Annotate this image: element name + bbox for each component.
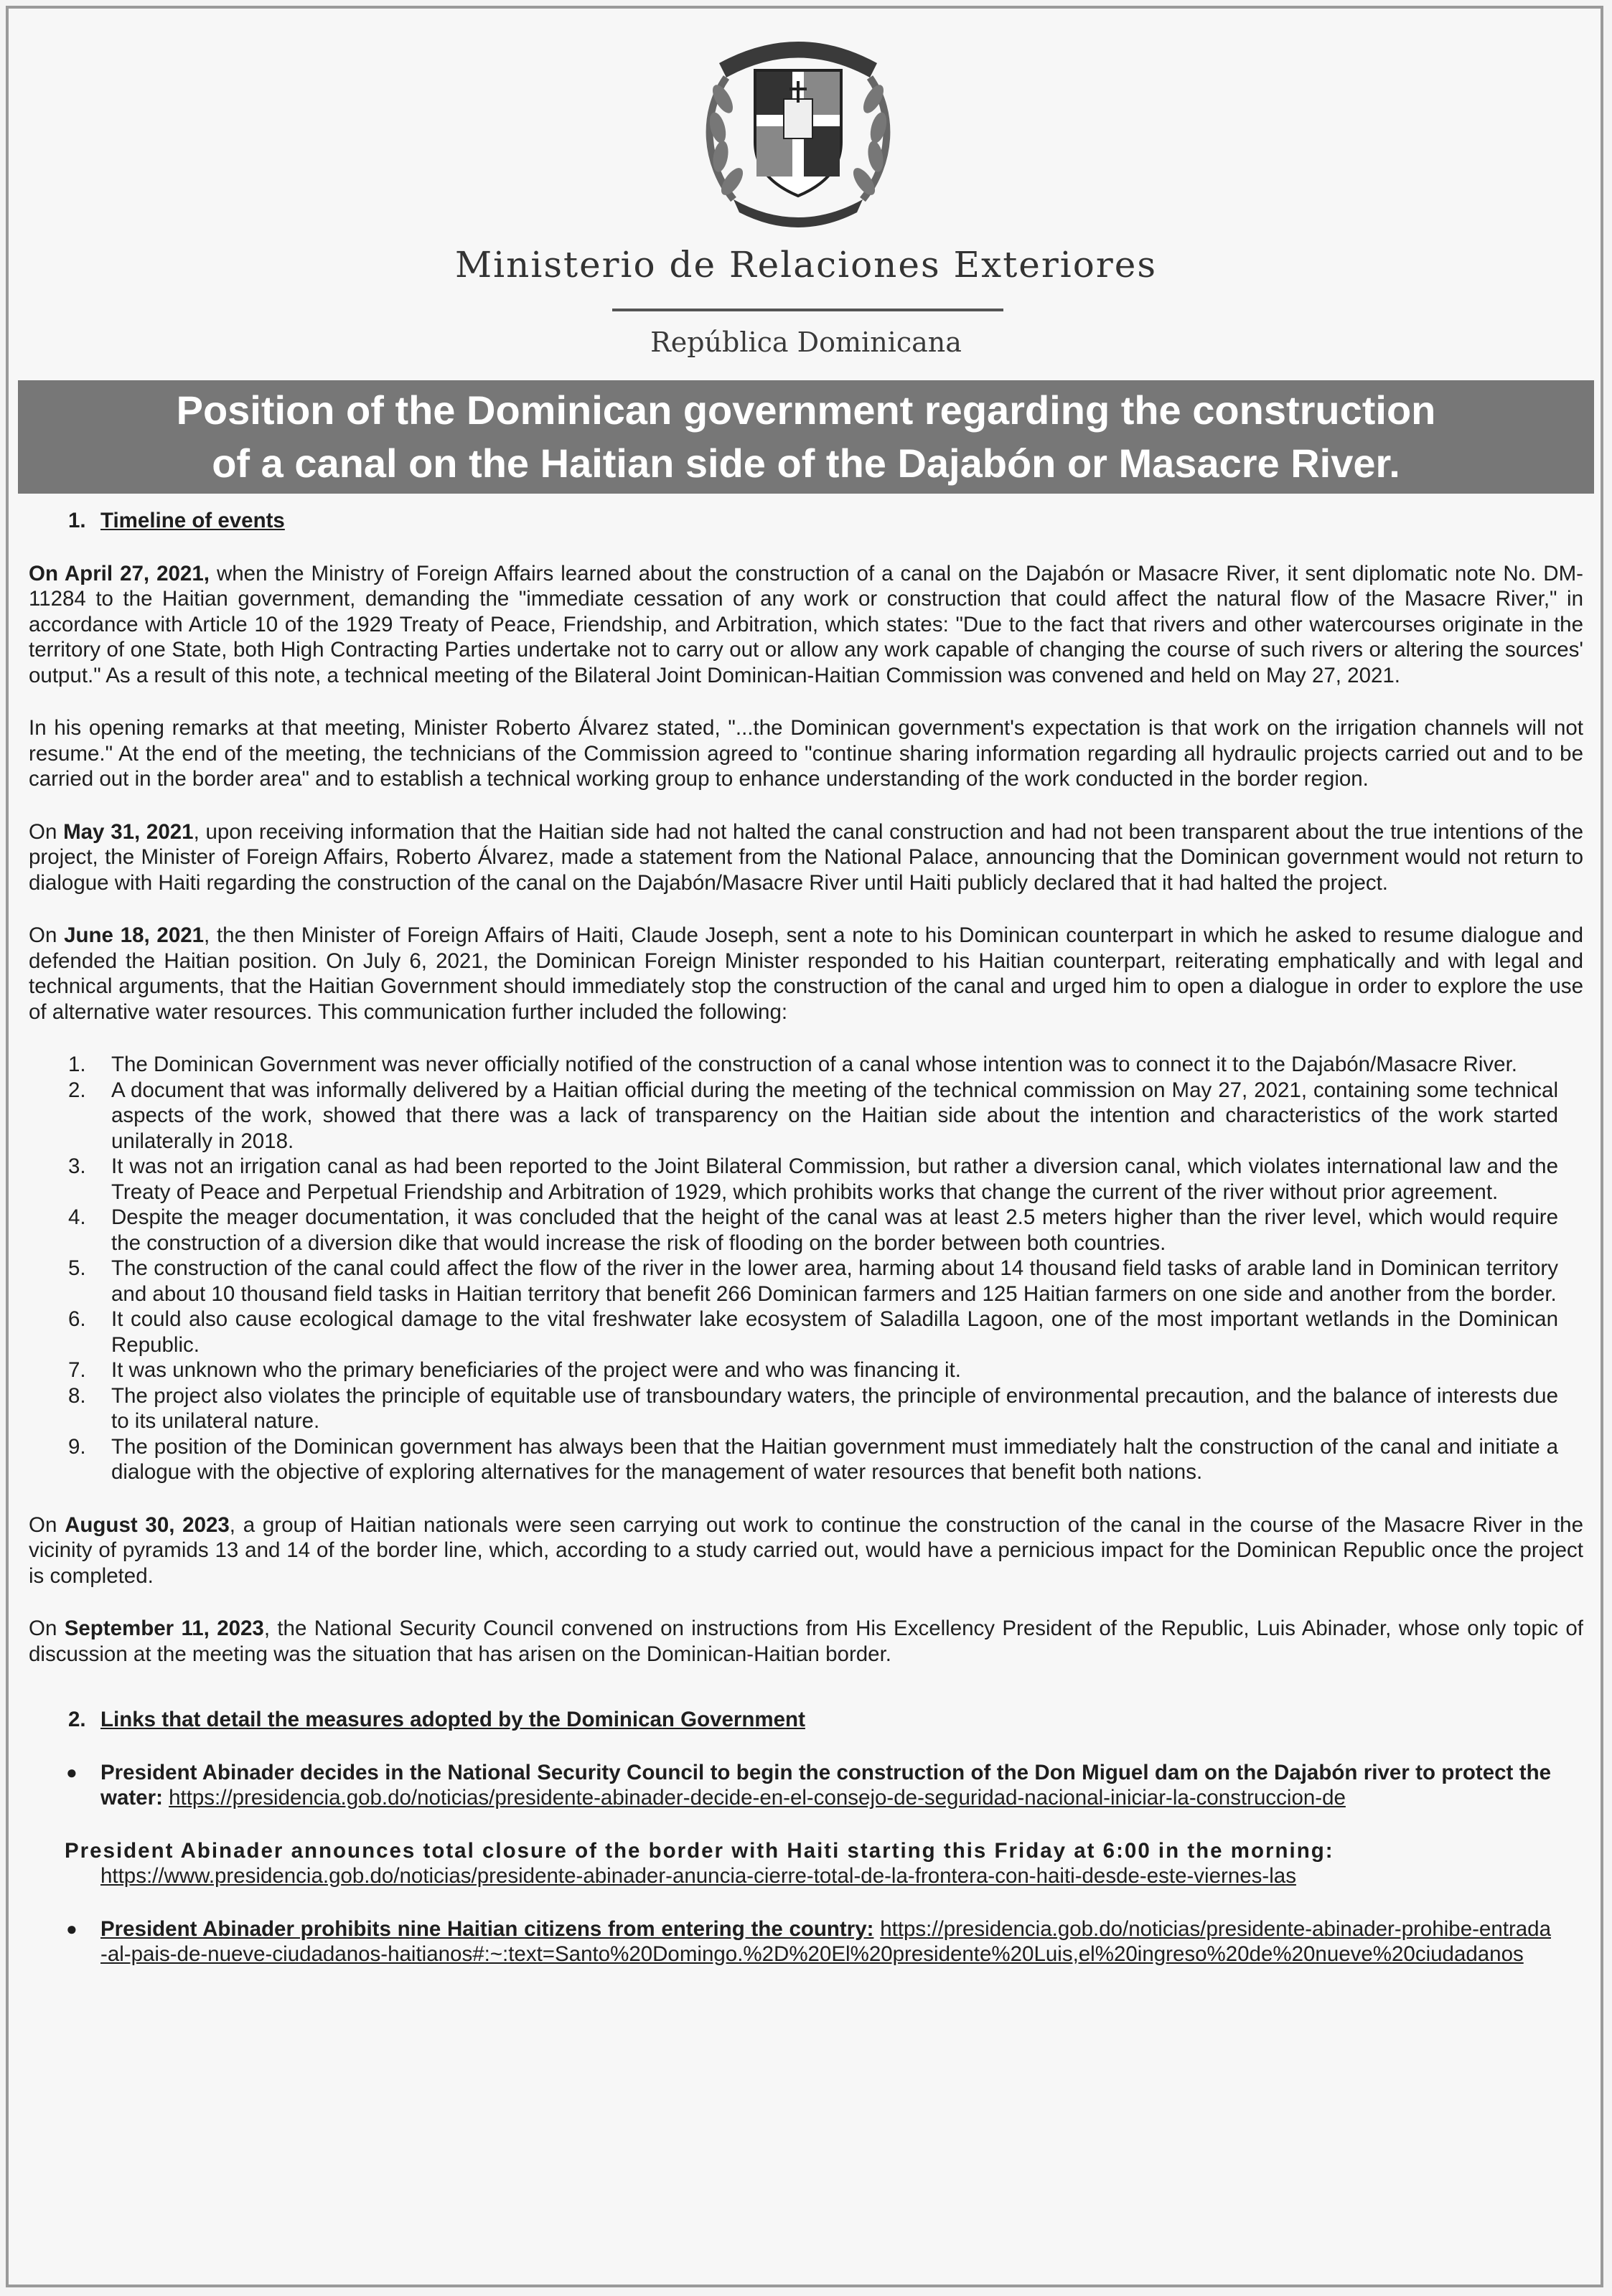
paragraph-text: , the then Minister of Foreign Affairs of Haiti, Claude Joseph, sent a note to his Dominican counterpart in which he asked to resume dialogue and defended the Haitian position. On July 6, 2021, the Dominican Foreign Minister responded to his Haitian counterpart, reiterating emphatically and with legal and technical arguments, that the Haitian Government should immediately stop the construction of the canal and urged him to open a dialogue in order to explore the use of alternative water resources. This communication further included the following:: [29, 923, 1583, 1024]
border-closure-news-link[interactable]: https://www.presidencia.gob.do/noticias/presidente-abinader-anuncia-cierre-total-de-la-frontera-con-haiti-desde-este-viernes-las: [100, 1864, 1296, 1888]
paragraph-text: , upon receiving information that the Haitian side had not halted the canal construction and had not been transparent about the true intentions of the project, the Minister of Foreign Affairs, Roberto Álvarez, made a statement from the National Palace, announcing that the Dominican government would not return to dialogue with Haiti regarding the construction of the canal on the Dajabón/Masacre River until Haiti publicly declared that it had halted the project.: [29, 819, 1583, 895]
paragraph-prefix: On: [29, 1617, 65, 1640]
paragraph-text: , the National Security Council convened on instructions from His Excellency President of the Republic, Luis Abinader, whose only topic of discussion at the meeting was the situation that has arisen on the Dominican-Haitian border.: [29, 1617, 1583, 1666]
country-name: República Dominicana: [650, 326, 962, 358]
link-item-dam: [29, 1760, 1583, 1811]
prohibition-news-link[interactable]: https://presidencia.gob.do/noticias/presidente-abinader-prohibe-entrada-al-pais-de-nueve-ciudadanos-haitianos#:~:text=Santo%20Domingo.%2D%20El%20presidente%20Luis,el%20ingreso%20de%20nueve%20ciudadanos: [100, 1916, 1551, 1966]
paragraph-june-2021: [29, 923, 1583, 1025]
links-list: [29, 1760, 1583, 1811]
paragraph-opening-remarks: In his opening remarks at that meeting, Minister Roberto Álvarez stated, "...the Dominican government's expectation is that work on the irrigation channels will not resume." At the end of the meeting, the technicians of the Commission agreed to "continue sharing information regarding all hydraulic projects carried out and to be carried out in the border area" and to establish a technical working group to enhance understanding of the work conducted in the border region.: [29, 716, 1583, 791]
document-body: [29, 502, 1583, 1995]
link-item-border-closure: [29, 1838, 1583, 1889]
link-description: President Abinader decides in the National Security Council to begin the construction of the Don Miguel dam on the Dajabón river to protect the water:: [100, 1760, 1551, 1810]
section-title: Links that detail the measures adopted by the Dominican Government: [100, 1708, 805, 1731]
date-label: June 18, 2021: [64, 923, 205, 947]
section-number: 1.: [68, 509, 86, 532]
numbered-points: [29, 1052, 1583, 1485]
link-item-prohibition: [29, 1916, 1583, 1967]
bullet-icon: ●: [66, 1917, 78, 1939]
link-description: President Abinader prohibits nine Haitian citizens from entering the country:: [100, 1916, 874, 1941]
link-description: President Abinader announces total closure of the border with Haiti starting this Friday at 6:00 in the morning:: [65, 1838, 1334, 1863]
paragraph-may-2021: [29, 819, 1583, 896]
header-divider: [612, 309, 1003, 311]
list-item: 5. The construction of the canal could affect the flow of the river in the lower area, harming about 14 thousand field tasks of arable land in Dominican territory and about 10 thousand field tasks in Haitian territory that benefit 266 Dominican farmers and 125 Haitian farmers on one side and another from the border.: [68, 1256, 1558, 1306]
dam-news-link[interactable]: https://presidencia.gob.do/noticias/presidente-abinader-decide-en-el-consejo-de-seguridad-nacional-iniciar-la-construccion-de: [169, 1786, 1346, 1810]
paragraph-prefix: On: [29, 819, 64, 844]
date-label: On April 27, 2021,: [29, 561, 210, 585]
title-line-2: of a canal on the Haitian side of the Dajabón or Masacre River.: [212, 441, 1400, 486]
list-item: 4. Despite the meager documentation, it was concluded that the height of the canal was at least 2.5 meters higher than the river level, which would require the construction of a diversion dike that would increase the risk of flooding on the border between both countries.: [68, 1205, 1558, 1255]
section-number: 2.: [68, 1708, 86, 1731]
links-list: [29, 1916, 1583, 1967]
date-label: August 30, 2023: [65, 1512, 230, 1537]
list-item: 7. It was unknown who the primary beneficiaries of the project were and who was financing it.: [68, 1358, 961, 1382]
list-item: 9. The position of the Dominican government has always been that the Haitian government must immediately halt the construction of the canal and initiate a dialogue with the objective of exploring alternatives for the management of water resources that benefit both nations.: [68, 1434, 1558, 1484]
paragraph-prefix: On: [29, 1512, 65, 1537]
list-item: 1. The Dominican Government was never officially notified of the construction of a canal whose intention was to connect it to the Dajabón/Masacre River.: [68, 1053, 1517, 1076]
document-title: [18, 380, 1594, 494]
section-heading-links: [29, 1707, 1583, 1733]
list-item: 6. It could also cause ecological damage to the vital freshwater lake ecosystem of Saladilla Lagoon, one of the most important wetlands in the Dominican Republic.: [68, 1307, 1558, 1357]
list-item: 8. The project also violates the principle of equitable use of transboundary waters, the principle of environmental precaution, and the balance of interests due to its unilateral nature.: [68, 1383, 1558, 1433]
date-label: May 31, 2021: [63, 819, 194, 844]
section-heading-timeline: [29, 508, 1583, 534]
paragraph-september-2023: [29, 1616, 1583, 1667]
paragraph-text: when the Ministry of Foreign Affairs learned about the construction of a canal on the Dajabón or Masacre River, it sent diplomatic note No. DM-11284 to the Haitian government, demanding the "immediate cessation of any work or construction that could affect the natural flow of the Masacre River," in accordance with Article 10 of the 1929 Treaty of Peace, Friendship, and Arbitration, which states: "Due to the fact that rivers and other watercourses originate in the territory of one State, both High Contracting Parties undertake not to carry out or allow any work capable of changing the course of such rivers or altering the sources' output." As a result of this note, a technical meeting of the Bilateral Joint Dominican-Haitian Commission was convened and held on May 27, 2021.: [29, 561, 1583, 687]
list-item: 2. A document that was informally delivered by a Haitian official during the meeting of the technical commission on May 27, 2021, containing some technical aspects of the work, showed that there was a lack of transparency on the Haitian side about the intention and characteristics of the work started unilaterally in 2018.: [68, 1078, 1558, 1153]
paragraph-text: , a group of Haitian nationals were seen carrying out work to continue the construction of the canal in the course of the Masacre River in the vicinity of pyramids 13 and 14 of the border line, which, according to a study carried out, would have a pernicious impact for the Dominican Republic once the project is completed.: [29, 1512, 1583, 1588]
title-line-1: Position of the Dominican government regarding the construction: [176, 387, 1436, 433]
paragraph-august-2023: [29, 1512, 1583, 1589]
list-item: 3. It was not an irrigation canal as had been reported to the Joint Bilateral Commission, but rather a diversion canal, which violates international law and the Treaty of Peace and Perpetual Friendship and Arbitration of 1929, which prohibits works that change the current of the river without prior agreement.: [68, 1154, 1558, 1204]
date-label: September 11, 2023: [64, 1617, 264, 1640]
coat-of-arms-icon: [690, 20, 906, 235]
section-title: Timeline of events: [100, 509, 285, 532]
paragraph-april-2021: [29, 561, 1583, 689]
paragraph-prefix: On: [29, 923, 65, 947]
ministry-name: Ministerio de Relaciones Exteriores: [454, 244, 1158, 286]
bullet-icon: ●: [66, 1761, 78, 1783]
